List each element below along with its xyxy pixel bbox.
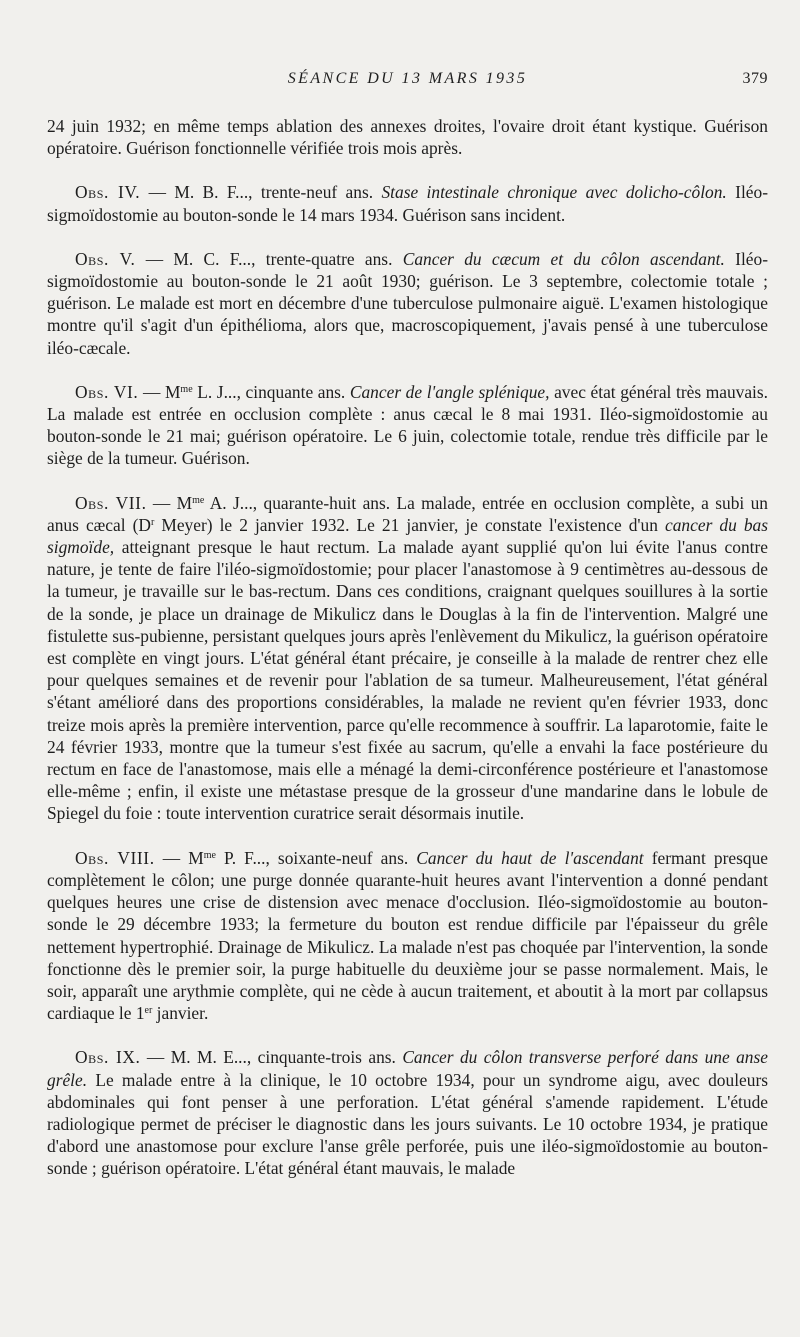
observation-label: Obs. VI. [75,381,139,402]
observation-text: Iléo-sigmoïdostomie au bouton-sonde le 14 mars 1934. Guérison sans incident. [47,182,768,225]
observation-label: Obs. VIII. [75,847,155,868]
superscript: me [192,494,205,506]
observation-lead: — M [154,847,204,868]
observation-diagnosis: Cancer de l'angle splénique, [349,381,550,402]
observation-iv [47,181,768,225]
body-text [47,115,768,1180]
superscript: er [144,1005,153,1017]
superscript: me [180,383,193,395]
observation-label: Obs. VII. [75,492,147,513]
page-number: 379 [742,70,768,87]
observation-text-end: janvier. [152,1003,209,1024]
observation-viii [47,847,768,1025]
observation-label: Obs. V. [75,248,136,269]
observation-diagnosis: Cancer du haut de l'ascendant [416,847,644,868]
observation-lead: — M. B. F..., trente-neuf ans. [140,182,382,203]
observation-lead-cont: A. J..., quarante-huit ans. La malade, entrée en occlusion complète, a subi un anus cæcal (D [47,492,768,535]
superscript: r [150,516,155,528]
observation-v [47,248,768,359]
observation-lead-cont: Meyer) le 2 janvier 1932. Le 21 janvier, je constate l'existence d'un [154,514,666,535]
observation-label: Obs. IX. [75,1047,141,1068]
superscript: me [203,849,216,861]
observation-text: avec état général très mauvais. La malade est entrée en occlusion complète : anus cæcal le 8 mai 1931. Iléo-sigmoïdostomie au bouton-sonde le 21 mai; guérison opératoire. Le 6 juin, colectomie totale, rendue très difficile par le siège de la tumeur. Guérison. [47,381,768,469]
observation-diagnosis: Stase intestinale chronique avec dolicho-côlon. [381,182,727,203]
observation-lead: — M. M. E..., cinquante-trois ans. [140,1047,403,1068]
observation-lead-cont: L. J..., cinquante ans. [192,381,350,402]
observation-ix [47,1046,768,1179]
paragraph-text: 24 juin 1932; en même temps ablation des annexes droites, l'ovaire droit étant kystique. Guérison opératoire. Guérison fonctionnelle vérifiée trois mois après. [47,116,768,159]
observation-text: atteignant presque le haut rectum. La malade ayant supplié qu'on lui évite l'anus contre nature, je tente de faire l'iléo-sigmoïdostomie; pour placer l'anastomose à 9 centimètres au-dessous de la tumeur, je travaille sur le bas-rectum. Dans ces conditions, craignant quelques souillures à la sortie de la sonde, je place un drainage de Mikulicz dans le Douglas à la fin de l'intervention. Malgré une fistulette sus-pubienne, persistant quelques jours après l'enlèvement du Mikulicz, la guérison opératoire est complète en vingt jours. L'état général étant précaire, je conseille à la malade de rentrer chez elle pour quelques semaines et de revenir pour l'ablation de sa tumeur. Malheureusement, l'état général s'étant amélioré dans des proportions considérables, la malade ne revient qu'en février 1933, donc treize mois après la première intervention, parce qu'elle recommence à souffrir. La laparotomie, faite le 24 février 1933, montre que la tumeur s'est fixée au sacrum, qu'elle a envahi la face postérieure du rectum en face de l'anastomose, mais elle a ménagé la demi-circonférence postérieure et l'anastomose elle-même ; enfin, il existe une métastase presque de la grosseur d'une mandarine dans le lobule de Spiegel du foie : toute intervention curatrice serait désormais inutile. [47,537,768,824]
observation-diagnosis: cancer du bas sigmoïde, [47,514,769,558]
observation-diagnosis: Cancer du côlon transverse perforé dans une anse grêle. [47,1047,768,1090]
observation-text: Le malade entre à la clinique, le 10 octobre 1934, pour un syndrome aigu, avec douleurs abdominales qui font penser à une perforation. L'état général s'amende rapidement. L'étude radiologique permet de préciser le diagnostic dans les jours suivants. Le 10 octobre 1934, je pratique d'abord une anastomose pour exclure l'anse grêle perforée, puis une iléo-sigmoïdostomie au bouton-sonde ; guérison opératoire. L'état général étant mauvais, le malade [47,1069,768,1179]
observation-label: Obs. IV. [75,182,141,203]
observation-text: Iléo-sigmoïdostomie au bouton-sonde le 21 août 1930; guérison. Le 3 septembre, colectomie totale ; guérison. Le malade est mort en décembre d'une tuberculose pulmonaire aiguë. L'examen histologique montre qu'il s'agit d'un épithélioma, alors que, macroscopiquement, j'avais pensé à une tuberculose iléo-cæcale. [47,248,768,358]
observation-lead: — M [146,492,193,513]
paragraph-continuation [47,115,768,159]
observation-lead-cont: P. F..., soixante-neuf ans. [215,847,417,868]
observation-lead: — M [138,381,181,402]
running-title: SÉANCE DU 13 MARS 1935 [287,70,528,87]
observation-diagnosis: Cancer du cæcum et du côlon ascendant. [402,248,725,269]
observation-text: fermant presque complètement le côlon; une purge donnée quarante-huit heures avant l'intervention a donné pendant quelques heures une crise de distension avec menace d'occlusion. Iléo-sigmoïdostomie au bouton-sonde le 29 décembre 1933; la fermeture du bouton est rendue difficile par l'épaisseur du grêle nettement hypertrophié. Drainage de Mikulicz. La malade n'est pas choquée par l'intervention, la sonde fonctionne dès le premier soir, la purge habituelle du deuxième jour se passe normalement. Mais, le soir, apparaît une arythmie complète, qui ne cède à aucun traitement, et aboutit à la mort par collapsus cardiaque le 1 [47,847,768,1024]
observation-vii [47,492,768,825]
observation-vi [47,381,768,470]
page-header [47,70,768,94]
observation-lead: — M. C. F..., trente-quatre ans. [135,248,403,269]
